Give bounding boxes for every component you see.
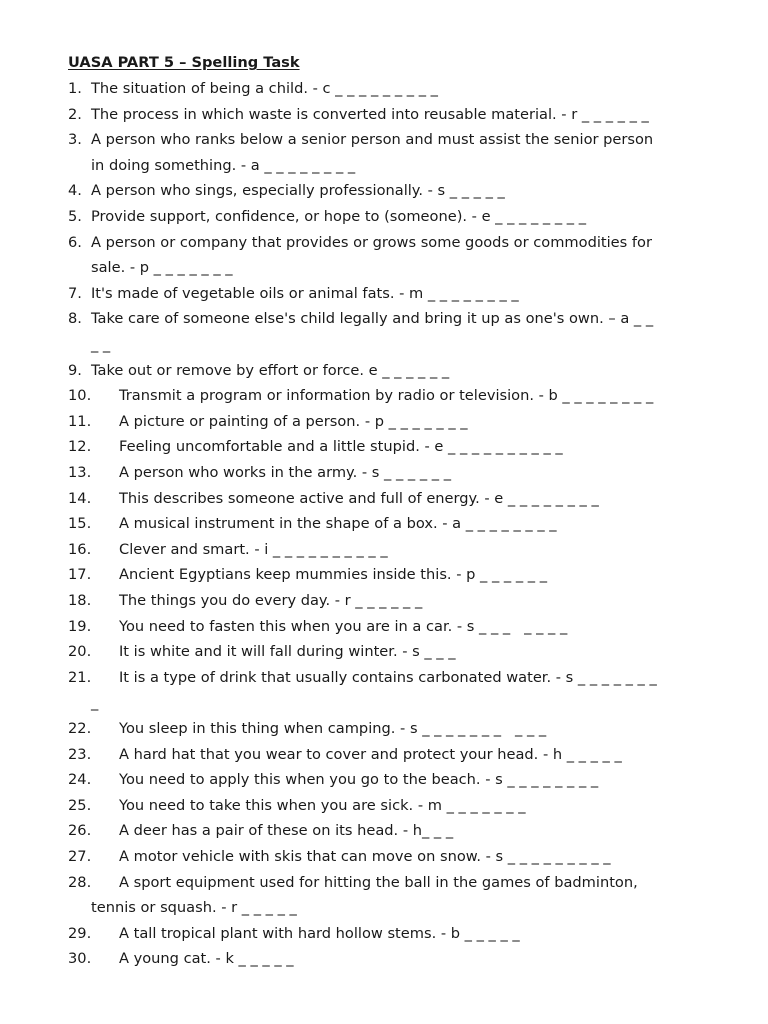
question-text: Take care of someone else's child legally and bring it up as one's own. – a _ _ bbox=[91, 310, 654, 328]
question-item bbox=[68, 230, 698, 256]
question-item bbox=[68, 639, 698, 665]
question-number: 29. bbox=[68, 924, 92, 942]
question-number: 30. bbox=[68, 950, 92, 968]
question-text: A deer has a pair of these on its head. - h_ _ _ bbox=[119, 822, 454, 840]
question-text: The situation of being a child. - c _ _ _ _ _ _ _ _ _ bbox=[91, 80, 438, 97]
question-text: It is a type of drink that usually contains carbonated water. - s _ _ _ _ _ _ _ bbox=[119, 668, 657, 686]
question-text: A musical instrument in the shape of a box. - a _ _ _ _ _ _ _ _ bbox=[119, 515, 557, 533]
question-item bbox=[68, 306, 698, 332]
question-number: 18. bbox=[68, 592, 92, 609]
question-text: The process in which waste is converted into reusable material. - r _ _ _ _ _ _ bbox=[91, 105, 649, 123]
question-text: _ _ bbox=[91, 336, 111, 353]
question-number: 27. bbox=[68, 848, 92, 865]
question-number: 5. bbox=[68, 208, 82, 225]
question-item bbox=[68, 102, 698, 128]
question-number: 19. bbox=[68, 617, 92, 635]
question-text: Take out or remove by effort or force. e _ _ _ _ _ _ bbox=[91, 361, 450, 379]
question-item bbox=[68, 767, 698, 793]
question-text: A young cat. - k _ _ _ _ _ bbox=[119, 950, 294, 968]
question-text: It is white and it will fall during winter. - s _ _ _ bbox=[119, 643, 456, 661]
question-text: You sleep in this thing when camping. - s _ _ _ _ _ _ _ _ _ _ bbox=[119, 720, 547, 737]
question-continuation bbox=[68, 895, 721, 921]
question-number: 3. bbox=[68, 131, 82, 149]
question-number: 22. bbox=[68, 720, 92, 737]
question-text: A hard hat that you wear to cover and protect your head. - h _ _ _ _ _ bbox=[119, 745, 622, 763]
question-number: 1. bbox=[68, 80, 82, 97]
question-item bbox=[68, 127, 698, 153]
question-item bbox=[68, 204, 698, 230]
question-text: You need to take this when you are sick. - m _ _ _ _ _ _ _ bbox=[119, 796, 526, 814]
question-text: A picture or painting of a person. - p _ _ _ _ _ _ _ bbox=[119, 412, 468, 430]
question-number: 8. bbox=[68, 310, 82, 328]
question-text: A motor vehicle with skis that can move on snow. - s _ _ _ _ _ _ _ _ _ bbox=[119, 848, 611, 865]
question-item bbox=[68, 614, 698, 640]
question-number: 7. bbox=[68, 284, 82, 302]
question-number: 25. bbox=[68, 796, 92, 814]
question-number: 17. bbox=[68, 566, 92, 584]
question-number: 20. bbox=[68, 643, 92, 661]
question-text: A sport equipment used for hitting the ball in the games of badminton, bbox=[119, 873, 638, 891]
question-item bbox=[68, 665, 698, 691]
question-text: You need to apply this when you go to the beach. - s _ _ _ _ _ _ _ _ bbox=[119, 771, 599, 789]
question-text: Transmit a program or information by radio or television. - b _ _ _ _ _ _ _ _ bbox=[119, 387, 654, 405]
question-item bbox=[68, 486, 698, 512]
question-item bbox=[68, 178, 698, 204]
question-text: A person or company that provides or grows some goods or commodities for bbox=[91, 233, 652, 251]
question-text: A person who works in the army. - s _ _ _ _ _ _ bbox=[119, 464, 451, 481]
question-number: 28. bbox=[68, 873, 92, 891]
question-continuation bbox=[68, 690, 721, 716]
question-item bbox=[68, 383, 698, 409]
question-text: sale. - p _ _ _ _ _ _ _ bbox=[91, 259, 233, 277]
question-text: This describes someone active and full of energy. - e _ _ _ _ _ _ _ _ bbox=[119, 489, 599, 507]
question-item bbox=[68, 870, 698, 896]
question-number: 23. bbox=[68, 745, 92, 763]
question-number: 14. bbox=[68, 489, 92, 507]
question-text: A person who sings, especially professionally. - s _ _ _ _ _ bbox=[91, 182, 505, 200]
question-text: Provide support, confidence, or hope to (someone). - e _ _ _ _ _ _ _ _ bbox=[91, 208, 587, 225]
question-number: 26. bbox=[68, 822, 92, 840]
question-number: 16. bbox=[68, 540, 92, 558]
question-item bbox=[68, 460, 698, 486]
question-number: 24. bbox=[68, 771, 92, 789]
question-number: 9. bbox=[68, 361, 82, 379]
question-text: in doing something. - a _ _ _ _ _ _ _ _ bbox=[91, 156, 356, 174]
question-item bbox=[68, 844, 698, 870]
question-text: Clever and smart. - i _ _ _ _ _ _ _ _ _ _ bbox=[119, 540, 388, 558]
question-text: A person who ranks below a senior person and must assist the senior person bbox=[91, 131, 654, 149]
question-item bbox=[68, 434, 698, 460]
question-item bbox=[68, 76, 698, 102]
question-text: Feeling uncomfortable and a little stupid. - e _ _ _ _ _ _ _ _ _ _ bbox=[119, 438, 563, 456]
question-number: 13. bbox=[68, 464, 92, 481]
question-item bbox=[68, 409, 698, 435]
question-item bbox=[68, 511, 698, 537]
question-continuation bbox=[68, 255, 721, 281]
question-item bbox=[68, 358, 698, 384]
question-item bbox=[68, 537, 698, 563]
question-item bbox=[68, 281, 698, 307]
question-item bbox=[68, 818, 698, 844]
page-title: UASA PART 5 – Spelling Task bbox=[68, 54, 300, 71]
question-number: 11. bbox=[68, 412, 92, 430]
question-item bbox=[68, 588, 698, 614]
question-number: 21. bbox=[68, 668, 92, 686]
question-number: 6. bbox=[68, 233, 82, 251]
question-continuation bbox=[68, 153, 721, 179]
question-item bbox=[68, 921, 698, 947]
question-text: Ancient Egyptians keep mummies inside this. - p _ _ _ _ _ _ bbox=[119, 566, 547, 584]
question-text: _ bbox=[91, 694, 99, 712]
question-text: The things you do every day. - r _ _ _ _ _ _ bbox=[119, 592, 423, 609]
question-number: 12. bbox=[68, 438, 92, 456]
question-item bbox=[68, 562, 698, 588]
question-text: It's made of vegetable oils or animal fats. - m _ _ _ _ _ _ _ _ bbox=[91, 284, 519, 302]
question-number: 2. bbox=[68, 105, 82, 123]
question-continuation bbox=[68, 332, 721, 358]
question-number: 10. bbox=[68, 387, 92, 405]
question-item bbox=[68, 742, 698, 768]
question-number: 15. bbox=[68, 515, 92, 533]
question-text: tennis or squash. - r _ _ _ _ _ bbox=[91, 899, 297, 917]
question-item bbox=[68, 716, 698, 742]
question-item bbox=[68, 793, 698, 819]
question-item bbox=[68, 946, 698, 972]
question-number: 4. bbox=[68, 182, 82, 200]
question-text: You need to fasten this when you are in a car. - s _ _ _ _ _ _ _ bbox=[119, 617, 568, 635]
question-text: A tall tropical plant with hard hollow stems. - b _ _ _ _ _ bbox=[119, 924, 520, 942]
